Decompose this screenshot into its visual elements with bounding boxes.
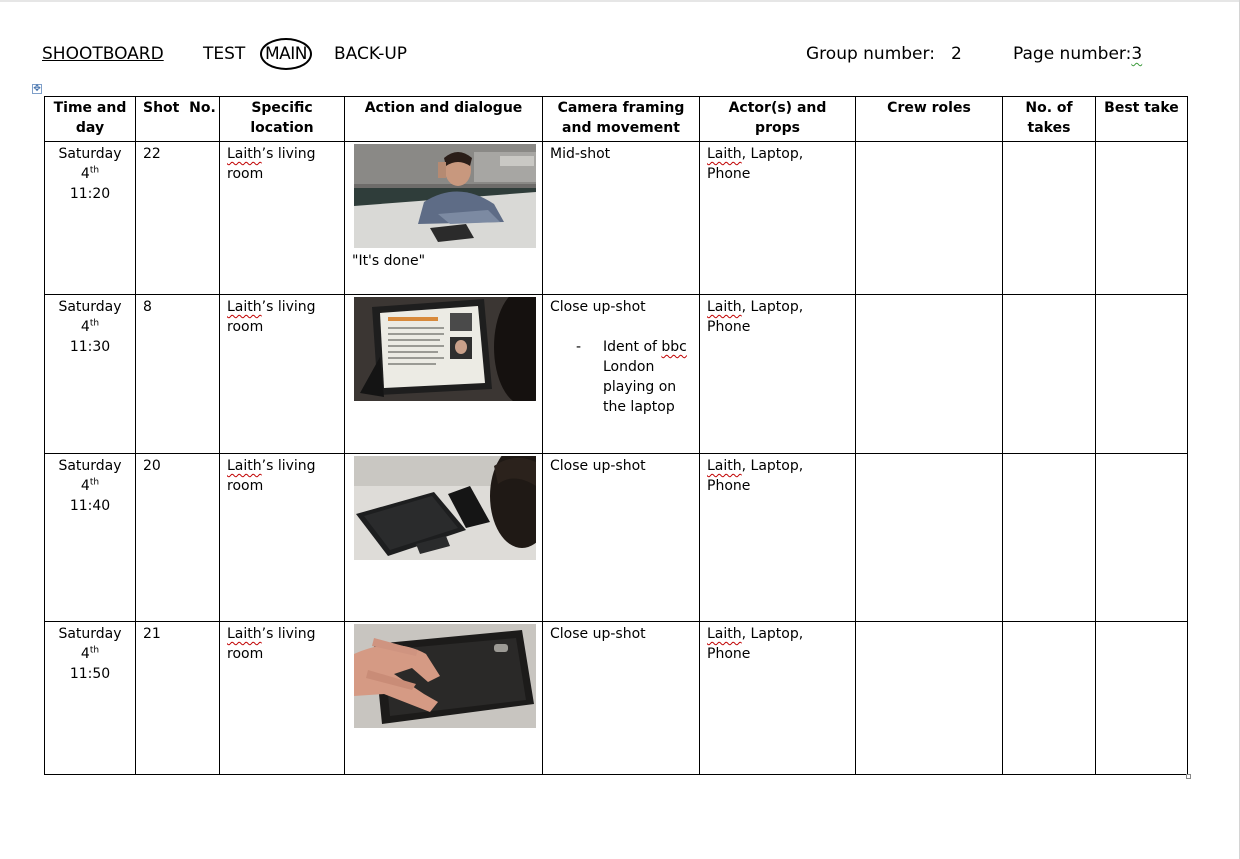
actors-cell: Laith, Laptop, Phone bbox=[700, 295, 856, 454]
table-row bbox=[45, 622, 1188, 775]
action-cell bbox=[345, 295, 543, 454]
col-camera-framing: Camera framing and movement bbox=[543, 97, 700, 142]
time-and-day-cell bbox=[45, 454, 136, 622]
page-number-value: 3 bbox=[1131, 44, 1143, 64]
table-resize-handle[interactable] bbox=[1186, 774, 1191, 779]
option-main-circled: MAIN bbox=[260, 38, 312, 70]
location-cell: Laith’s living room bbox=[220, 142, 345, 295]
location-cell: Laith’s living room bbox=[220, 454, 345, 622]
best-take-cell[interactable] bbox=[1096, 142, 1188, 295]
date-text: 4th bbox=[80, 318, 100, 335]
no-of-takes-cell[interactable] bbox=[1003, 622, 1096, 775]
page-number bbox=[1013, 43, 1142, 65]
group-number-label: Group number: bbox=[806, 44, 935, 64]
crew-roles-cell[interactable] bbox=[856, 454, 1003, 622]
document-header bbox=[0, 43, 1240, 69]
camera-framing-text: Close up-shot bbox=[550, 299, 646, 315]
day-text: Saturday bbox=[58, 299, 122, 315]
shot-number-cell: 8 bbox=[136, 295, 220, 454]
no-of-takes-cell[interactable] bbox=[1003, 454, 1096, 622]
col-action-and-dialogue: Action and dialogue bbox=[345, 97, 543, 142]
camera-cell bbox=[543, 454, 700, 622]
time-and-day-cell bbox=[45, 622, 136, 775]
date-text: 4th bbox=[80, 477, 100, 494]
table-row bbox=[45, 142, 1188, 295]
date-text: 4th bbox=[80, 645, 100, 662]
document-title: SHOOTBOARD bbox=[42, 44, 164, 64]
col-time-and-day: Time and day bbox=[45, 97, 136, 142]
shot-number-cell: 20 bbox=[136, 454, 220, 622]
shot-photo-hand-on-tablet bbox=[354, 624, 536, 728]
shot-photo-tablet-and-phone bbox=[354, 456, 536, 560]
best-take-cell[interactable] bbox=[1096, 622, 1188, 775]
location-cell: Laith’s living room bbox=[220, 622, 345, 775]
table-header-row bbox=[45, 97, 1188, 142]
day-text: Saturday bbox=[58, 626, 122, 642]
group-number-value: 2 bbox=[951, 44, 962, 64]
table-row bbox=[45, 295, 1188, 454]
option-backup: BACK-UP bbox=[334, 44, 408, 64]
camera-notes-list bbox=[550, 337, 692, 417]
option-test: TEST bbox=[203, 44, 246, 64]
date-text: 4th bbox=[80, 165, 100, 182]
crew-roles-cell[interactable] bbox=[856, 295, 1003, 454]
camera-cell bbox=[543, 622, 700, 775]
shootboard-table bbox=[44, 96, 1188, 775]
time-text: 11:50 bbox=[69, 666, 111, 682]
actors-cell: Laith, Laptop, Phone bbox=[700, 142, 856, 295]
time-text: 11:40 bbox=[69, 498, 111, 514]
col-crew-roles: Crew roles bbox=[856, 97, 1003, 142]
time-and-day-cell bbox=[45, 142, 136, 295]
camera-cell bbox=[543, 295, 700, 454]
camera-cell bbox=[543, 142, 700, 295]
action-cell bbox=[345, 622, 543, 775]
location-cell: Laith’s living room bbox=[220, 295, 345, 454]
col-specific-location: Specific location bbox=[220, 97, 345, 142]
no-of-takes-cell[interactable] bbox=[1003, 142, 1096, 295]
shot-photo-tablet-screen bbox=[354, 297, 536, 401]
col-best-take: Best take bbox=[1096, 97, 1188, 142]
camera-framing-text: Close up-shot bbox=[550, 458, 646, 474]
time-text: 11:30 bbox=[69, 339, 111, 355]
shot-photo-man-on-phone bbox=[354, 144, 536, 248]
action-cell bbox=[345, 142, 543, 295]
day-text: Saturday bbox=[58, 146, 122, 162]
action-cell bbox=[345, 454, 543, 622]
table-row bbox=[45, 454, 1188, 622]
col-actors-and-props: Actor(s) and props bbox=[700, 97, 856, 142]
best-take-cell[interactable] bbox=[1096, 295, 1188, 454]
day-text: Saturday bbox=[58, 458, 122, 474]
dialogue-text: "It's done" bbox=[352, 253, 426, 269]
no-of-takes-cell[interactable] bbox=[1003, 295, 1096, 454]
col-shot-no: Shot No. bbox=[136, 97, 220, 142]
shot-number-cell: 22 bbox=[136, 142, 220, 295]
time-text: 11:20 bbox=[69, 186, 111, 202]
crew-roles-cell[interactable] bbox=[856, 622, 1003, 775]
actors-cell: Laith, Laptop, Phone bbox=[700, 622, 856, 775]
camera-framing-text: Close up-shot bbox=[550, 626, 646, 642]
camera-note-item: - Ident of bbc London playing on the laptop bbox=[603, 337, 692, 417]
crew-roles-cell[interactable] bbox=[856, 142, 1003, 295]
col-no-of-takes: No. of takes bbox=[1003, 97, 1096, 142]
page-number-label: Page number: bbox=[1013, 44, 1132, 64]
best-take-cell[interactable] bbox=[1096, 454, 1188, 622]
shot-number-cell: 21 bbox=[136, 622, 220, 775]
actors-cell: Laith, Laptop, Phone bbox=[700, 454, 856, 622]
camera-framing-text: Mid-shot bbox=[550, 146, 611, 162]
table-move-handle-icon[interactable]: ✥ bbox=[33, 84, 41, 94]
time-and-day-cell bbox=[45, 295, 136, 454]
